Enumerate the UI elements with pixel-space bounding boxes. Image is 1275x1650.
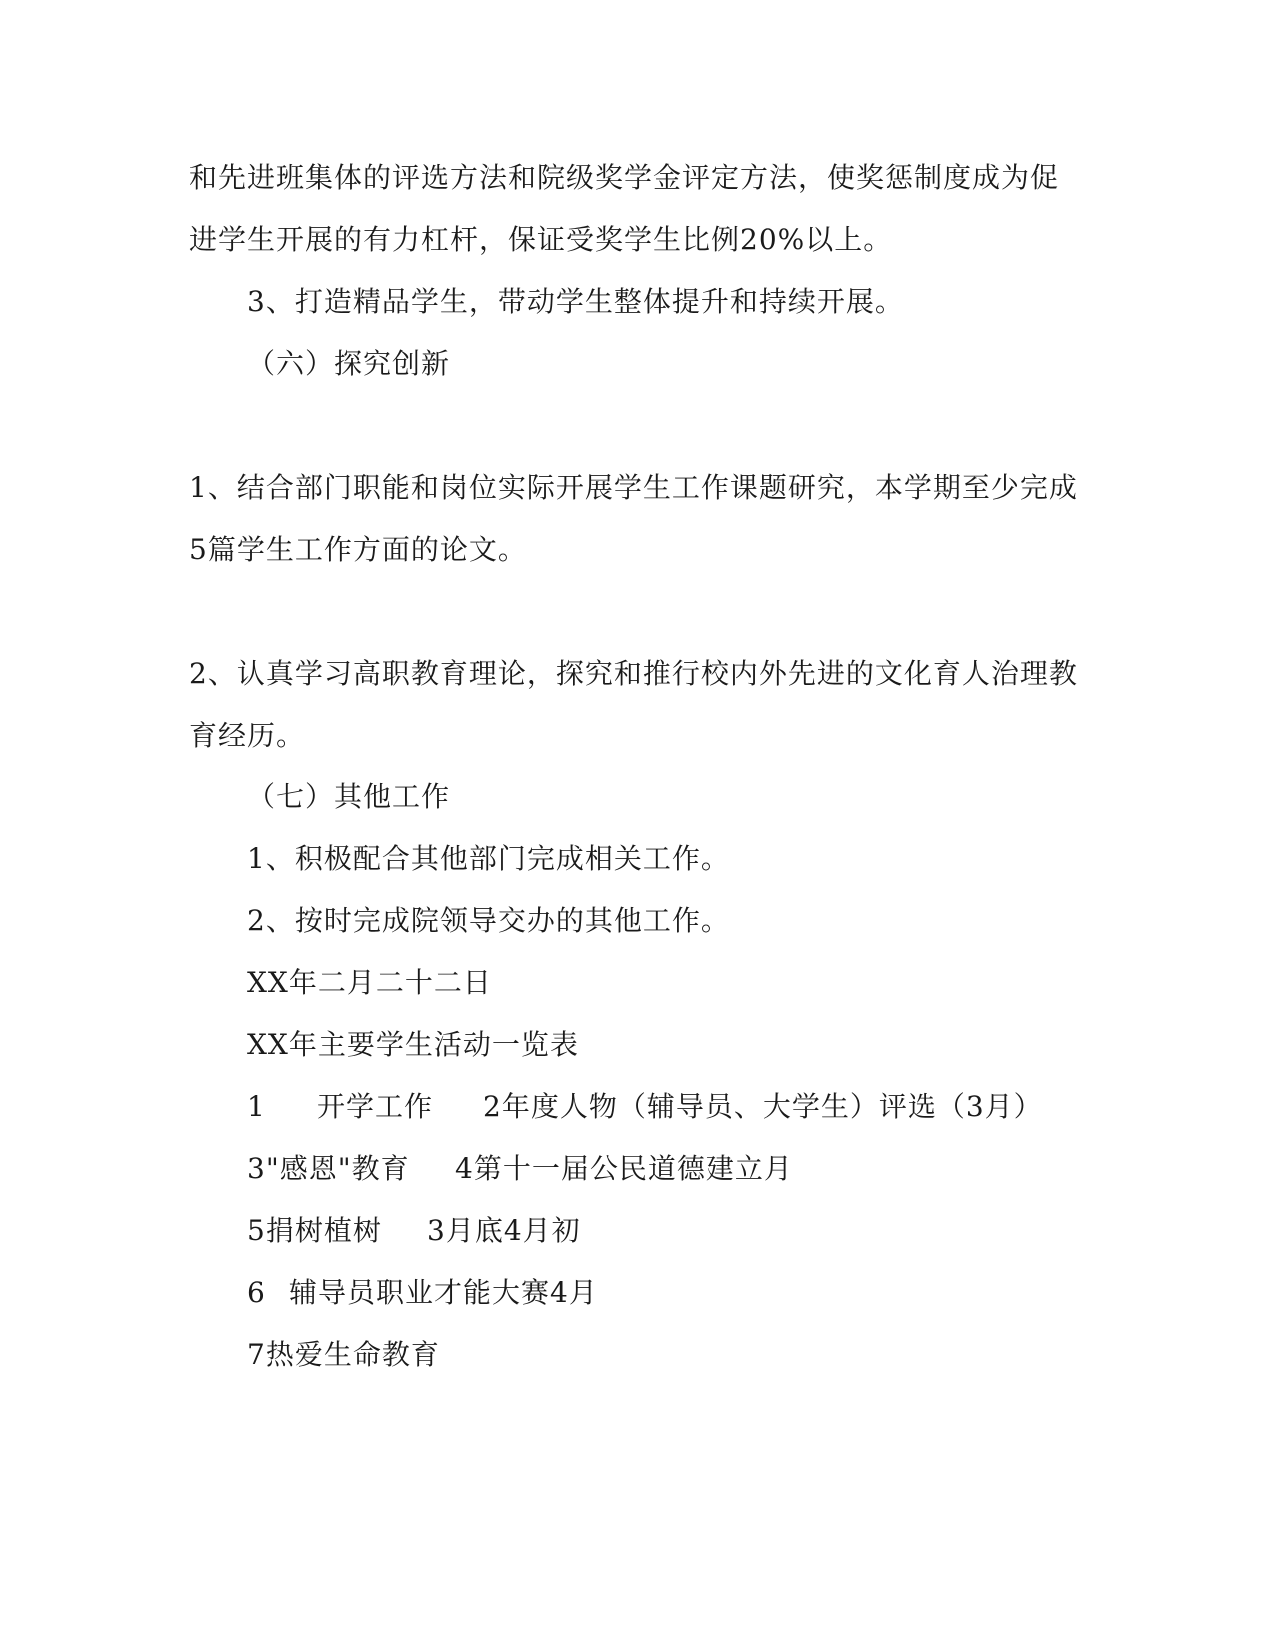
list-item: 2、认真学习高职教育理论，探究和推行校内外先进的文化育人治理教: [189, 657, 1078, 690]
activity-name: 4第十一届公民道德建立月: [455, 1152, 793, 1185]
activity-name: 7热爱生命教育: [247, 1338, 440, 1371]
activity-number: 6: [247, 1276, 266, 1309]
activity-time: 3月底4月初: [427, 1214, 581, 1247]
activity-name: 2年度人物（辅导员、大学生）评选（3月）: [483, 1090, 1043, 1123]
list-item: 2、按时完成院领导交办的其他工作。: [247, 904, 730, 937]
list-item-continuation: 育经历。: [189, 719, 306, 752]
list-item: 3、打造精品学生，带动学生整体提升和持续开展。: [247, 285, 904, 318]
list-item: 1、积极配合其他部门完成相关工作。: [247, 842, 730, 875]
paragraph-line: 进学生开展的有力杠杆，保证受奖学生比例20%以上。: [189, 223, 893, 256]
paragraph-line: 和先进班集体的评选方法和院级奖学金评定方法，使奖惩制度成为促: [189, 161, 1060, 194]
activity-number: 1: [247, 1090, 266, 1123]
date-line: XX年二月二十二日: [247, 966, 492, 999]
list-item-continuation: 5篇学生工作方面的论文。: [189, 533, 527, 566]
activity-name: 3"感恩"教育: [247, 1152, 410, 1185]
activity-name: 开学工作: [317, 1090, 434, 1123]
activity-name: 5捐树植树: [247, 1214, 382, 1247]
list-item: 1、结合部门职能和岗位实际开展学生工作课题研究，本学期至少完成: [189, 471, 1078, 504]
table-title: XX年主要学生活动一览表: [247, 1028, 579, 1061]
activity-name: 辅导员职业才能大赛4月: [289, 1276, 598, 1309]
section-heading: （七）其他工作: [247, 780, 451, 813]
section-heading: （六）探究创新: [247, 347, 451, 380]
